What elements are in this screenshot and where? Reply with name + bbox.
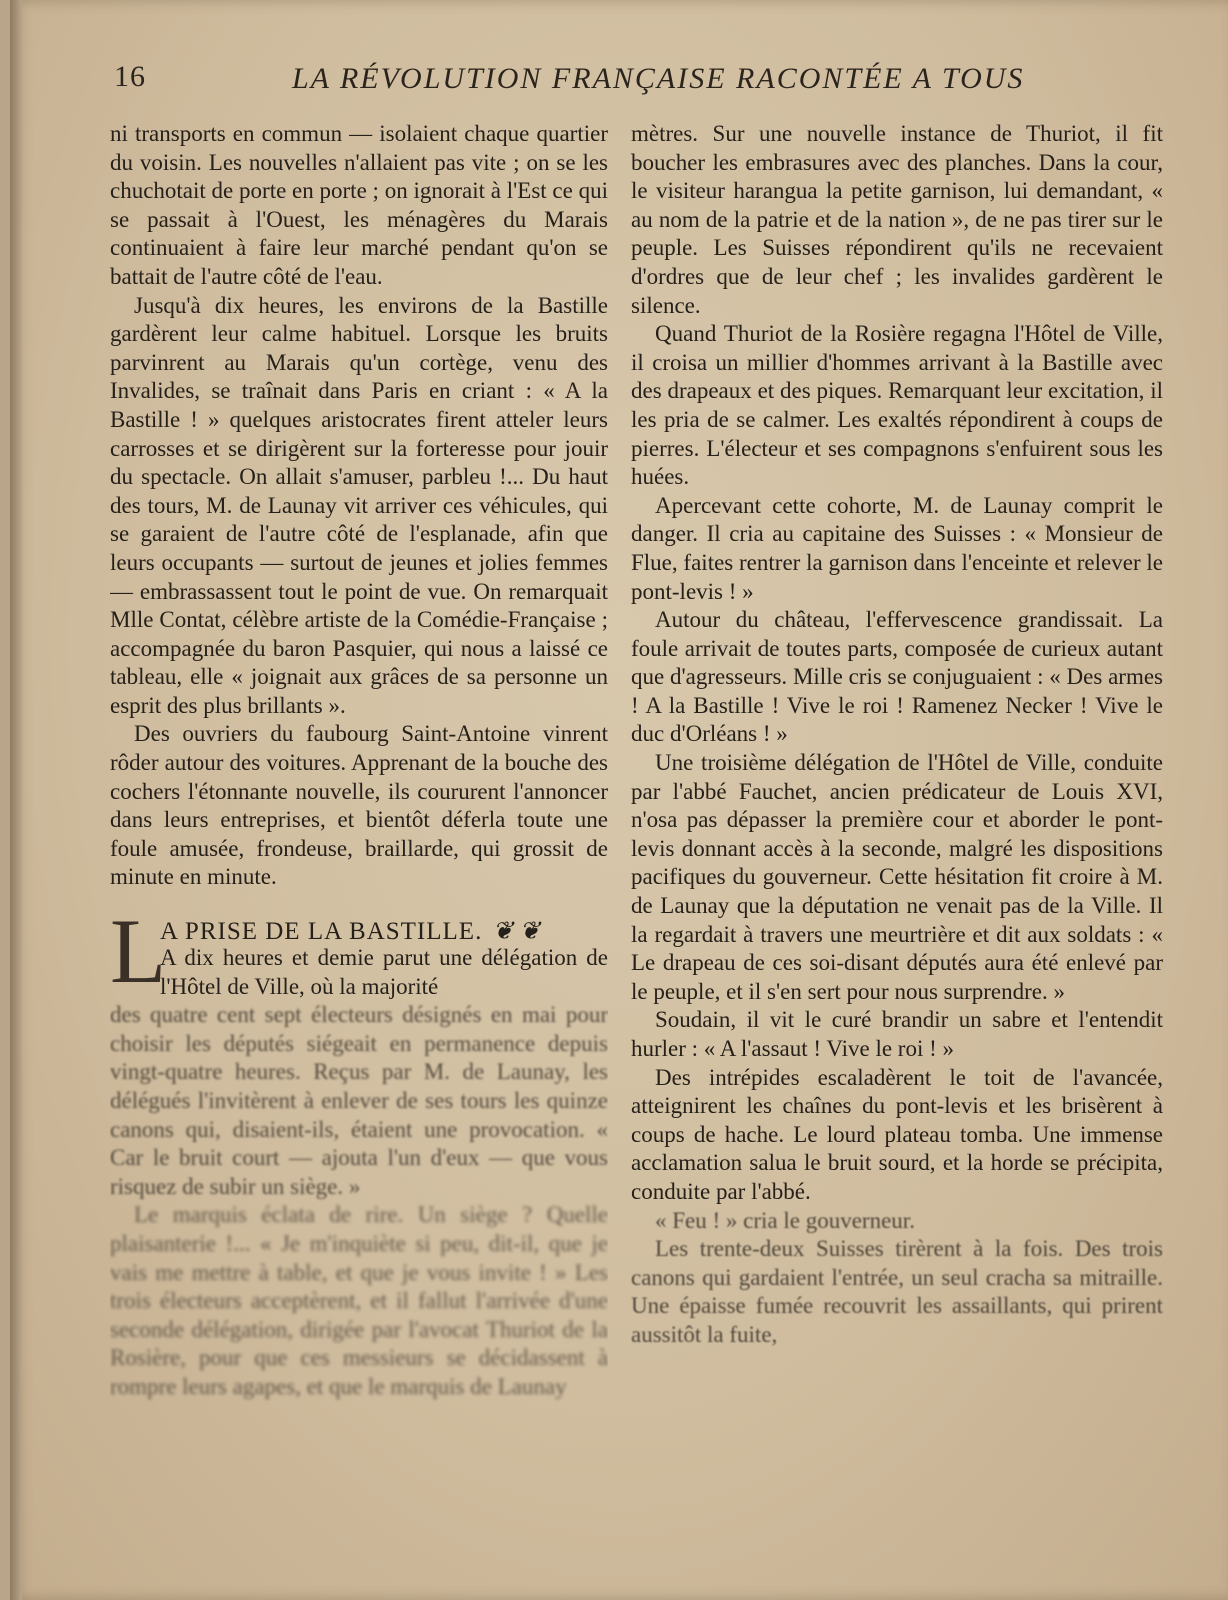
paragraph: Les trente-deux Suisses tirèrent à la fois. Des trois canons qui gardaient l'entrée, un seul cracha sa mitraille. Une épaisse fumée recouvrit les assaillants, qui prirent aussitôt la fuite,: [631, 1236, 1163, 1347]
page-gutter-shadow: [10, 0, 22, 1600]
book-page: [10, 0, 1228, 1600]
right-column: [631, 120, 1163, 1600]
paragraph: Des ouvriers du faubourg Saint-Antoine vinrent rôder autour des voitures. Apprenant de la bouche des cochers l'étonnante nouvelle, ils coururent l'annoncer dans leurs entreprises, et bientôt déferla toute une foule amusée, frondeuse, braillarde, qui grossit de minute en minute.: [110, 721, 608, 890]
leaf-ornament-icon: ❦❦: [492, 918, 547, 946]
drop-cap: L: [110, 900, 167, 1003]
paragraph: Le marquis éclata de rire. Un siège ? Quelle plaisanterie !... « Je m'inquiète si peu, dit-il, que je vais me mettre à table, et que je vous invite ! » Les trois électeurs acceptèrent, et il fallut l'arrivée d'une seconde délégation, dirigée par l'avocat Thuriot de la Rosière, pour que ces messieurs se décidassent à rompre leurs agapes, et que le marquis de Launay: [110, 1202, 608, 1399]
paragraph: A dix heures et demie parut une délégation de l'Hôtel de Ville, où la majorité: [160, 945, 608, 999]
section-body: [110, 944, 608, 1402]
paragraph: ni transports en commun — isolaient chaque quartier du voisin. Les nouvelles n'allaient pas vite ; on se les chuchotait de porte en porte ; on ignorait à l'Est ce qui se passait à l'Ouest, les ménagères du Marais continuaient à faire leur marché pendant qu'on se battait de l'autre côté de l'eau.: [110, 121, 608, 289]
paragraph: Quand Thuriot de la Rosière regagna l'Hôtel de Ville, il croisa un millier d'hommes arrivant à la Bastille avec des drapeaux et des piques. Remarquant leur excitation, il les pria de se calmer. Les exaltés répondirent à coups de pierres. L'électeur et ses compagnons s'enfuirent sous les huées.: [631, 321, 1163, 490]
section-title: [160, 918, 546, 947]
paragraph: Une troisième délégation de l'Hôtel de Ville, conduite par l'abbé Fauchet, ancien prédicateur de Louis XVI, n'osa pas dépasser la première cour et aborder le pont-levis donnant accès à la seconde, malgré les dispositions pacifiques du gouverneur. Cette hésitation fit croire à M. de Launay que la députation ne venait pas de la Ville. Il la regardait à travers une meurtrière et dit aux soldats : « Le drapeau de ces soi-disant députés aura été enlevé par le peuple, et il s'en sert pour nous surprendre. »: [631, 750, 1163, 1004]
paragraph: Autour du château, l'effervescence grandissait. La foule arrivait de toutes parts, composée de curieux autant que d'agresseurs. Mille cris se conjuguaient : « Des armes ! A la Bastille ! Vive le roi ! Ramenez Necker ! Vive le duc d'Orléans ! »: [631, 607, 1163, 747]
paragraph: Apercevant cette cohorte, M. de Launay comprit le danger. Il cria au capitaine des Suisses : « Monsieur de Flue, faites rentrer la garnison dans l'enceinte et relever le pont-levis ! »: [631, 492, 1163, 604]
left-column: [110, 120, 608, 1600]
paragraph: Jusqu'à dix heures, les environs de la Bastille gardèrent leur calme habituel. Lorsque les bruits parvinrent au Marais qu'un cortège, venu des Invalides, se traînait dans Paris en criant : « A la Bastille ! » quelques aristocrates firent atteler leurs carrosses et se dirigèrent sur la forteresse pour jouir du spectacle. On allait s'amuser, parbleu !... Du haut des tours, M. de Launay vit arriver ces véhicules, qui se garaient de l'autre côté de l'esplanade, afin que leurs occupants — surtout de jeunes et jolies femmes — embrassassent tout le point de vue. On remarquait Mlle Contat, célèbre artiste de la Comédie-Française ; accompagnée du baron Pasquier, qui nous a laissé ce tableau, elle « joignait aux grâces de sa personne un esprit des plus brillants ».: [110, 292, 608, 718]
paragraph: « Feu ! » cria le gouverneur.: [655, 1207, 915, 1233]
paragraph-continued: des quatre cent sept électeurs désignés en mai pour choisir les députés siégeait en permanence depuis vingt-quatre heures. Reçus par M. de Launay, les délégués l'invitèrent à enlever de ses tours les quinze canons qui, disaient-ils, étaient une provocation. « Car le bruit court — ajouta l'un d'eux — que vous risquez de subir un siège. »: [110, 1002, 608, 1199]
running-header: [10, 60, 1228, 100]
paragraph: Des intrépides escaladèrent le toit de l'avancée, atteignirent les chaînes du pont-levis et les brisèrent à coups de hache. Le lourd plateau tomba. Une immense acclamation salua le bruit sourd, et la horde se précipita, conduite par l'abbé.: [631, 1064, 1163, 1204]
paragraph: Soudain, il vit le curé brandir un sabre et l'entendit hurler : « A l'assaut ! Vive le roi ! »: [631, 1007, 1163, 1061]
running-title: LA RÉVOLUTION FRANÇAISE RACONTÉE A TOUS: [292, 62, 1025, 95]
section-prise-de-la-bastille: [110, 900, 608, 1402]
section-title-text: A PRISE DE LA BASTILLE.: [160, 918, 483, 946]
paragraph: mètres. Sur une nouvelle instance de Thuriot, il fit boucher les embrasures avec des planches. Dans la cour, le visiteur harangua la petite garnison, lui demandant, « au nom de la patrie et de la nation », de ne pas tirer sur le peuple. Les Suisses répondirent qu'ils ne recevaient d'ordres que de leur chef ; les invalides gardèrent le silence.: [631, 121, 1163, 318]
page-number: 16: [114, 60, 146, 93]
